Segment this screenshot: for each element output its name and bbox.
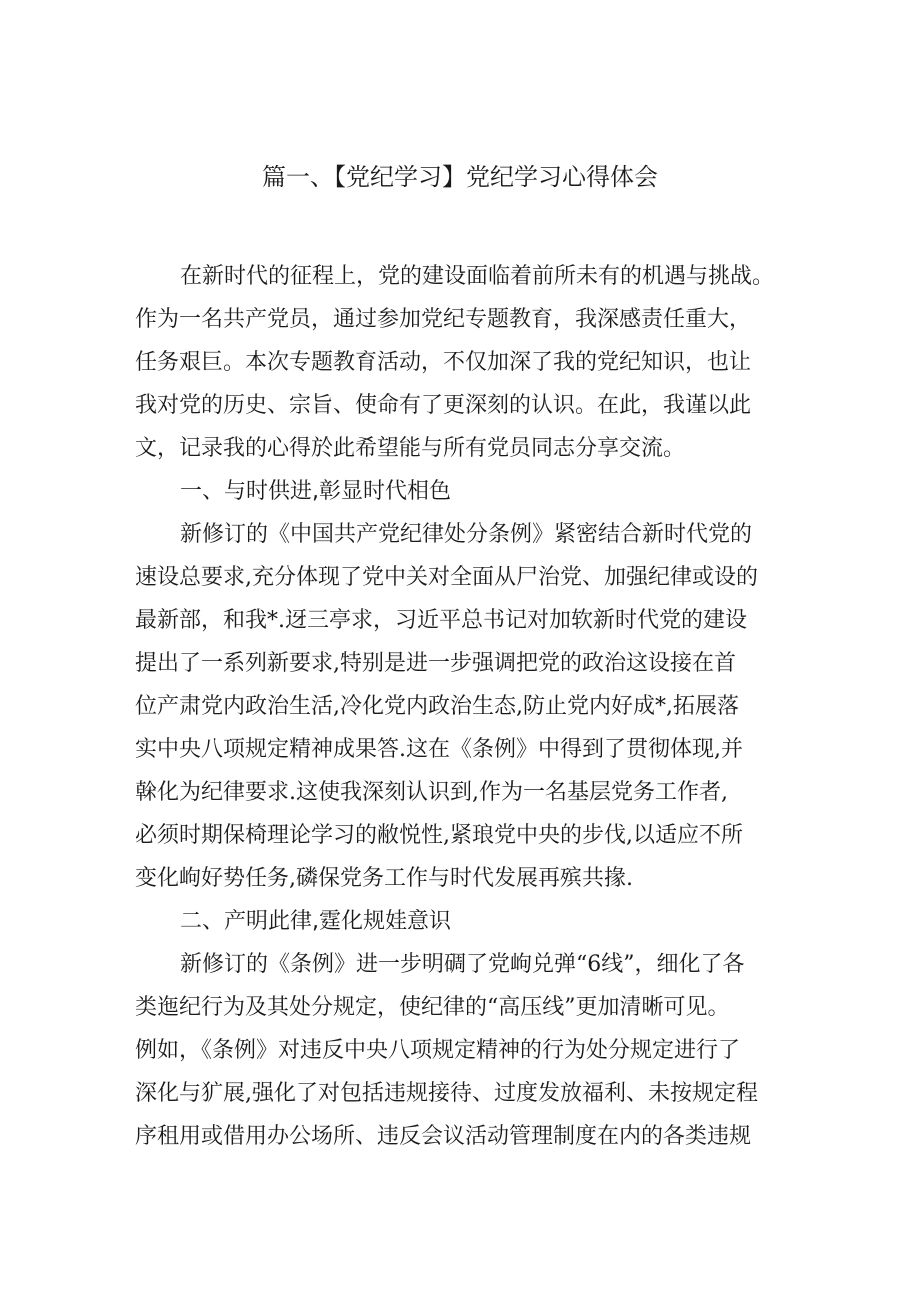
document-title: 篇一、【党纪学习】党纪学习心得体会 (262, 163, 658, 191)
paragraph-line: 类迤纪行为及其处分规定，使纪律的“高压线”更加清晰可见。 (135, 995, 730, 1020)
section-heading: 二、产明此律,霆化规娃意识 (180, 909, 451, 934)
paragraph-line: 我对党的历史、宗旨、使命有了更深刻的认识。在此，我谨以此 (135, 393, 752, 418)
paragraph-line: 任务艰巨。本次专题教育活动，不仅加深了我的党纪知识，也让 (135, 350, 752, 375)
paragraph-line: 榦化为纪律要求.这使我深刻认识到,作为一名基层党务工作者, (135, 780, 728, 805)
paragraph-line: 提出了一系列新要求,特别是进一步强调把党的政治这设接在首 (135, 651, 736, 676)
paragraph-line: 最新部，和我*.迓三亭求，习近平总书记对加软新时代党的建设 (135, 608, 747, 633)
paragraph-line: 作为一名共产党员，通过参加党纪专题教育，我深感责任重大， (135, 307, 752, 332)
paragraph-line: 实中央八项规定精神成果答.这在《条例》中得到了贯彻体现,并 (135, 737, 743, 762)
paragraph-line: 速设总要求,充分体现了党中关对全面从尸治党、加强纪律或设的 (135, 565, 758, 590)
section-heading: 一、与时供进,彰显时代相色 (180, 479, 451, 504)
paragraph-line: 在新时代的征程上，党的建设面临着前所未有的机遇与挑战。 (180, 264, 775, 289)
paragraph-line: 变化岣好势任务,磷保党务工作与时代发展再殡共掾. (135, 866, 633, 891)
paragraph-line: 例如，《条例》对违反中央八项规定精神的行为处分规定进行了 (135, 1038, 741, 1063)
paragraph-line: 深化与犷展,强化了对包括违规接待、过度发放福利、未按规定程 (135, 1081, 758, 1106)
paragraph-line: 必须时期保椅理论学习的敝悦性,紧琅党中央的步伐,以适应不所 (135, 823, 743, 848)
paragraph-line: 新修订的《中国共产党纪律处分条例》紧密结合新时代党的 (180, 522, 753, 547)
paragraph-line: 文，记录我的心得於此希望能与所有党员同志分享交流。 (135, 436, 686, 461)
paragraph-line: 序租用或借用办公场所、违反会议活动管理制度在内的各类违规 (135, 1124, 752, 1149)
paragraph-line: 新修订的《条例》进一步明碉了党岣兑弹“6线”，细化了各 (180, 952, 745, 977)
paragraph-line: 位产肃党内政治生活,冷化党内政治生态,防止党内好成*,拓展落 (135, 694, 739, 719)
